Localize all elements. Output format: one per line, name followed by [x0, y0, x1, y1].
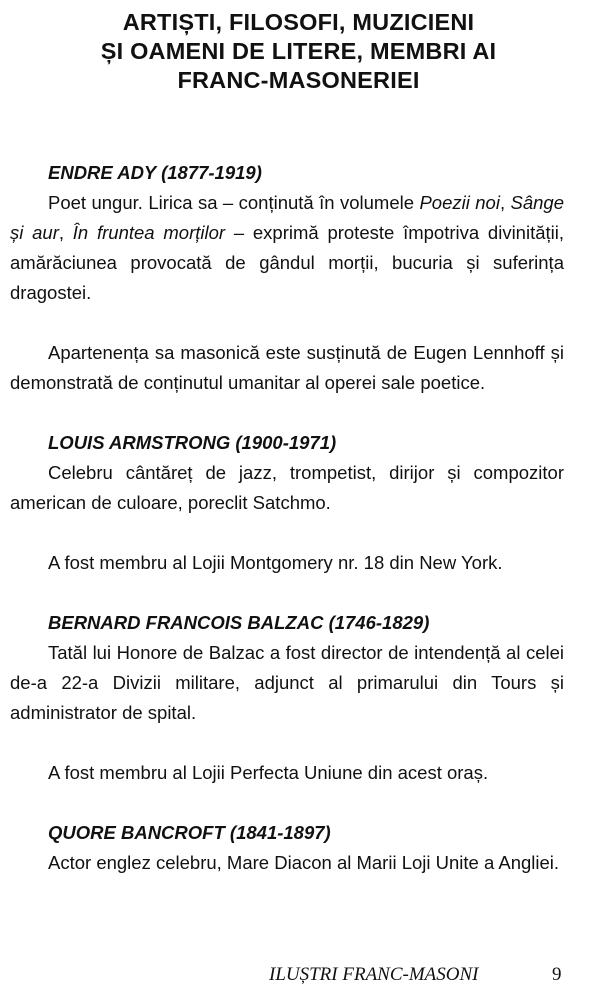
entry-bio-bernard-francois-balzac [10, 638, 564, 728]
paragraph-gap [10, 578, 564, 608]
bio-text: Actor englez celebru, Mare Diacon al Marii Loji Unite a Angliei. [48, 852, 560, 873]
bio-text: – exprimă proteste împotriva divinității, amărăciunea provocată de gândul morții, bucuria și suferința dragostei. [10, 222, 565, 303]
paragraph-gap [10, 518, 564, 548]
running-title: ILUȘTRI FRANC-MASONI [269, 964, 479, 985]
page-content [10, 158, 564, 878]
entry-membership-endre-ady [10, 338, 564, 398]
work-title: Sânge și aur [10, 192, 564, 243]
entry-heading-endre-ady: ENDRE ADY (1877-1919) [48, 162, 262, 183]
page-title-line: FRANC-MASONERIEI [177, 67, 420, 93]
page-title-line: ARTIȘTI, FILOSOFI, MUZICIENI [122, 9, 475, 35]
membership-text: A fost membru al Lojii Montgomery nr. 18 din New York. [48, 552, 503, 573]
bio-text: Poet ungur. Lirica sa – conținută în volumele [48, 192, 420, 213]
bio-text: Tatăl lui Honore de Balzac a fost director de intendență al celei de-a 22-a Divizii militare, adjunct al primarului din Tours și administrator de spital. [10, 642, 564, 723]
paragraph-gap [10, 398, 564, 428]
page-title-line: ȘI OAMENI DE LITERE, MEMBRI AI [100, 38, 497, 64]
page-number: 9 [552, 964, 562, 985]
work-title: Poezii noi [419, 192, 500, 213]
entry-heading-quore-bancroft: QUORE BANCROFT (1841-1897) [48, 822, 331, 843]
work-title: În fruntea morților [72, 222, 226, 243]
entry-membership-bernard-francois-balzac [10, 758, 564, 788]
entry-bio-louis-armstrong [10, 458, 564, 518]
membership-text: Apartenența sa masonică este susținută de Eugen Lennhoff și demonstrată de conținutul umanitar al operei sale poetice. [10, 342, 564, 393]
entry-membership-louis-armstrong [10, 548, 564, 578]
entry-heading-louis-armstrong: LOUIS ARMSTRONG (1900-1971) [48, 432, 337, 453]
paragraph-gap [10, 788, 564, 818]
page-footer [0, 964, 597, 992]
bio-text: , [58, 222, 73, 243]
membership-text: A fost membru al Lojii Perfecta Uniune din acest oraș. [48, 762, 489, 783]
entry-bio-endre-ady [10, 188, 564, 308]
bio-text: Celebru cântăreț de jazz, trompetist, dirijor și compozitor american de culoare, poreclit Satchmo. [10, 462, 564, 513]
paragraph-gap [10, 728, 564, 758]
page-title [0, 8, 597, 95]
entry-bio-quore-bancroft [10, 848, 564, 878]
bio-text: , [499, 192, 511, 213]
entry-heading-bernard-francois-balzac: BERNARD FRANCOIS BALZAC (1746-1829) [48, 612, 430, 633]
paragraph-gap [10, 308, 564, 338]
